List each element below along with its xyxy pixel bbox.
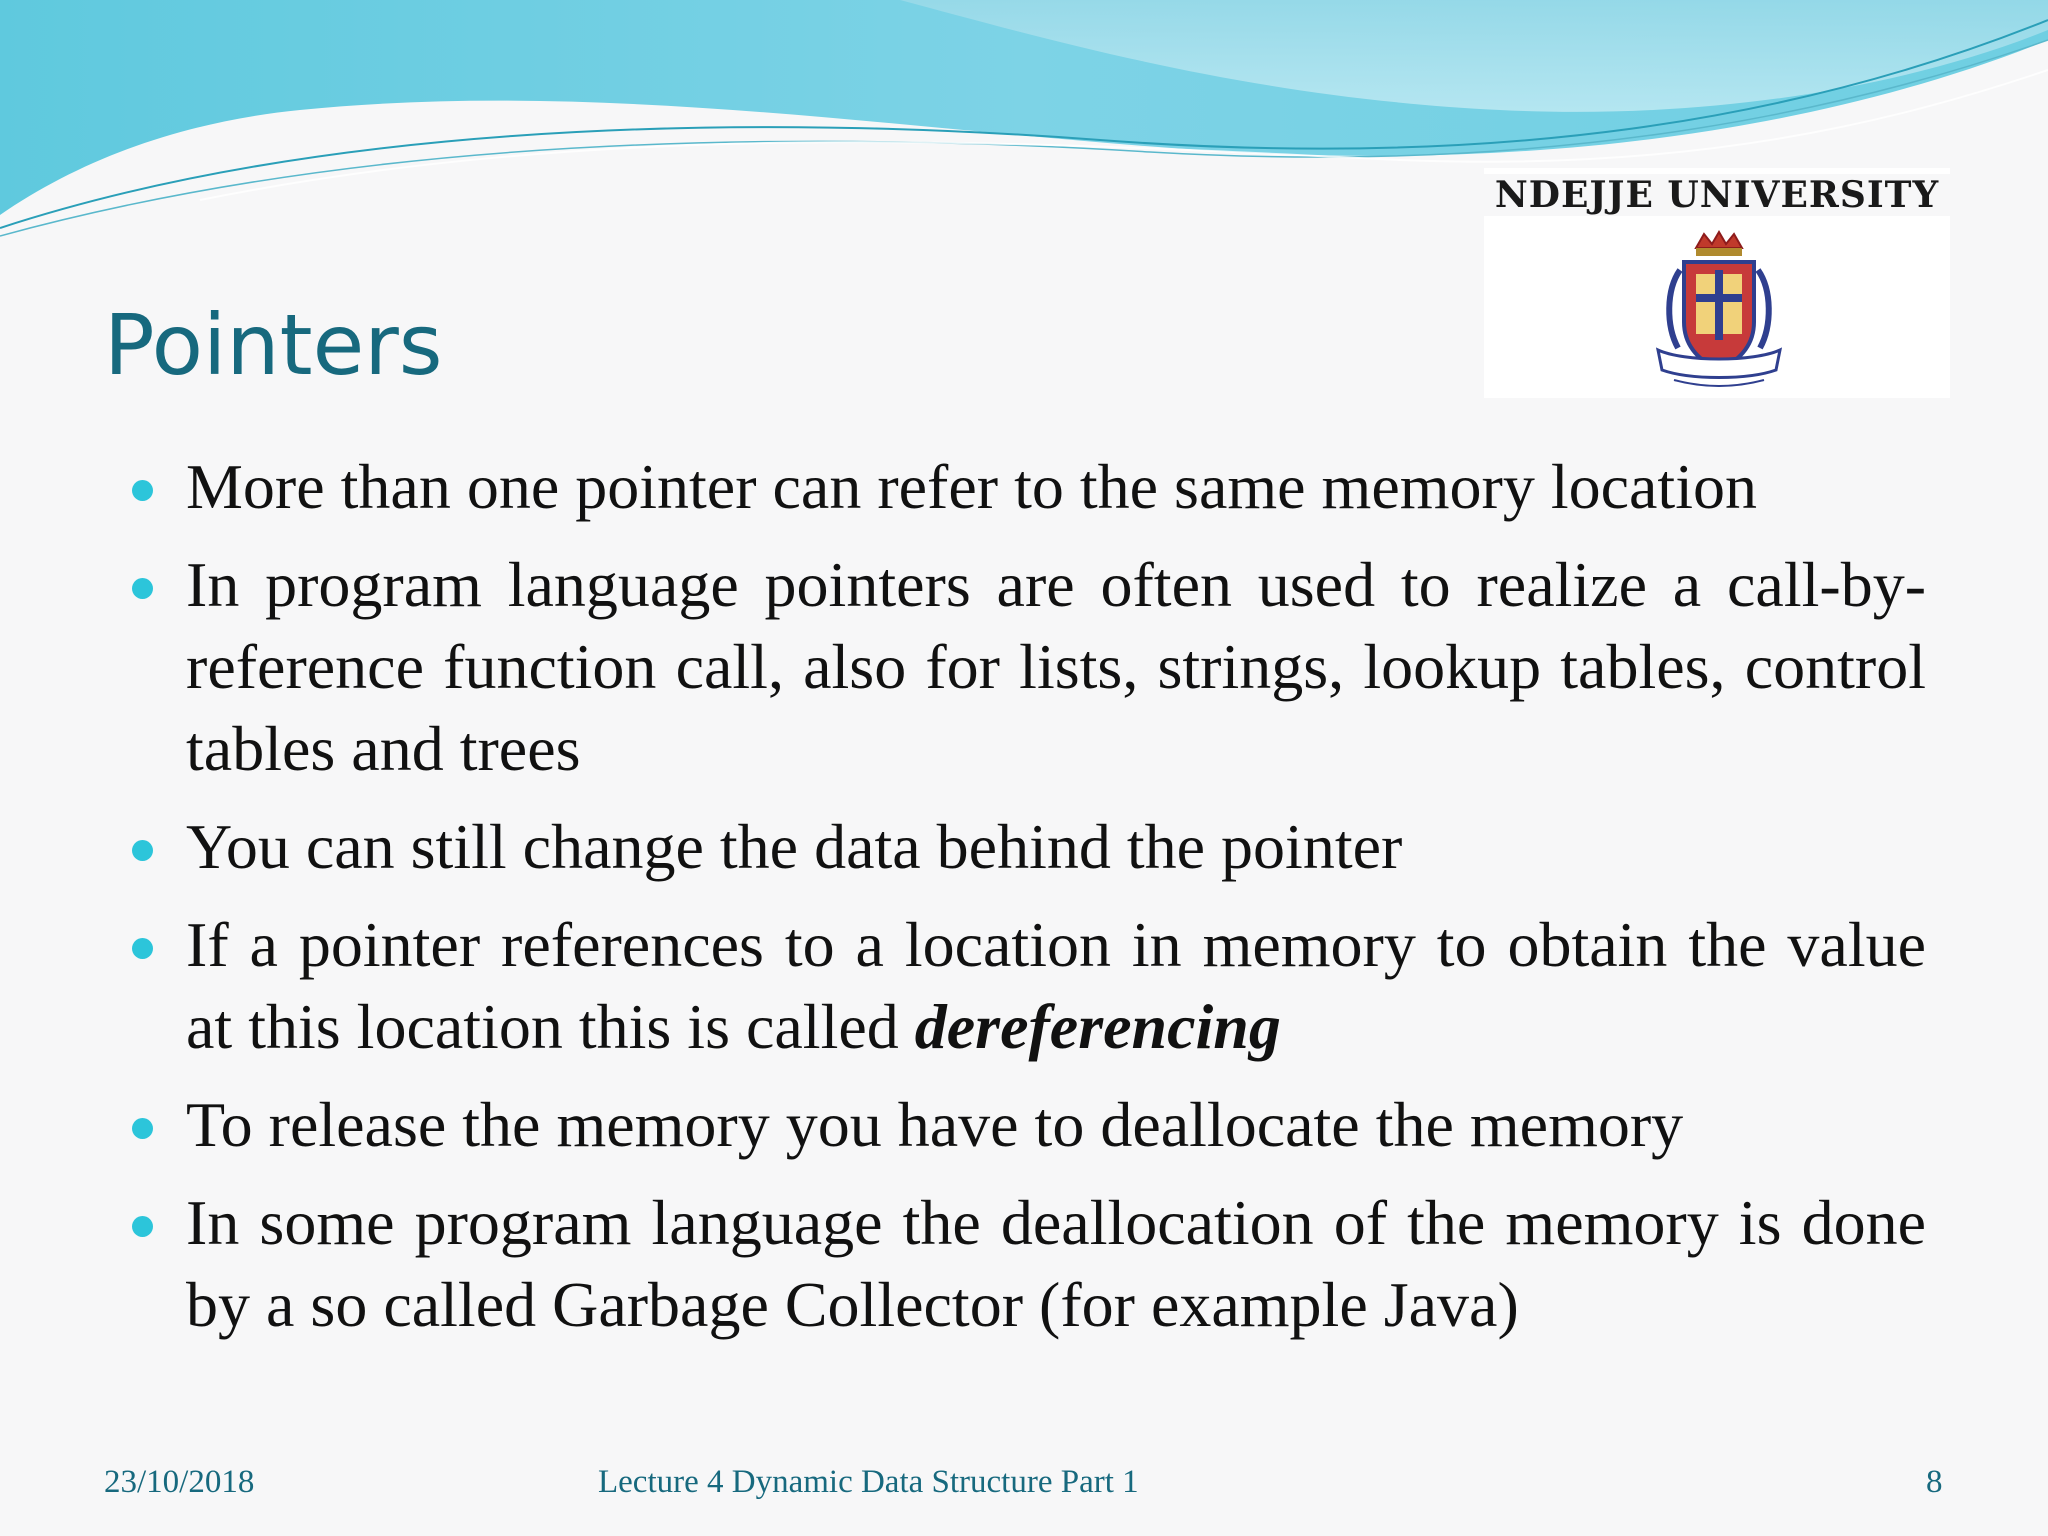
- university-logo: [1484, 168, 1950, 398]
- bullet-item: [132, 446, 1926, 528]
- bullet-dot-icon: [132, 480, 153, 501]
- bullet-text: More than one pointer can refer to the same memory location: [186, 451, 1757, 522]
- slide-number: 8: [1926, 1464, 1943, 1500]
- bullet-dot-icon: [132, 1216, 153, 1237]
- bullet-list: [132, 446, 1926, 1362]
- bullet-dot-icon: [132, 578, 153, 599]
- bullet-dot-icon: [132, 938, 153, 959]
- university-name: NDEJJE UNIVERSITY: [1484, 174, 1950, 216]
- bullet-text: In program language pointers are often used to realize a call-by-reference function call, also for lists, strings, lookup tables, control tables and trees: [186, 549, 1926, 784]
- bullet-item: [132, 544, 1926, 790]
- footer-date: 23/10/2018: [104, 1464, 255, 1500]
- slide-title: Pointers: [104, 296, 443, 394]
- bullet-text: To release the memory you have to deallocate the memory: [186, 1089, 1684, 1160]
- bullet-dot-icon: [132, 840, 153, 861]
- bullet-item: [132, 904, 1926, 1068]
- bullet-text: You can still change the data behind the pointer: [186, 811, 1403, 882]
- bullet-item: [132, 806, 1926, 888]
- bullet-item: [132, 1084, 1926, 1166]
- bullet-dot-icon: [132, 1118, 153, 1139]
- bullet-text: In some program language the deallocation of the memory is done by a so called Garbage Collector (for example Java): [186, 1187, 1926, 1340]
- bullet-item: [132, 1182, 1926, 1346]
- footer-lecture-title: Lecture 4 Dynamic Data Structure Part 1: [598, 1464, 1139, 1500]
- emphasis-term: dereferencing: [914, 991, 1281, 1062]
- bullet-text: If a pointer references to a location in memory to obtain the value at this location this is called: [186, 909, 1926, 1062]
- university-crest-icon: [1644, 230, 1794, 390]
